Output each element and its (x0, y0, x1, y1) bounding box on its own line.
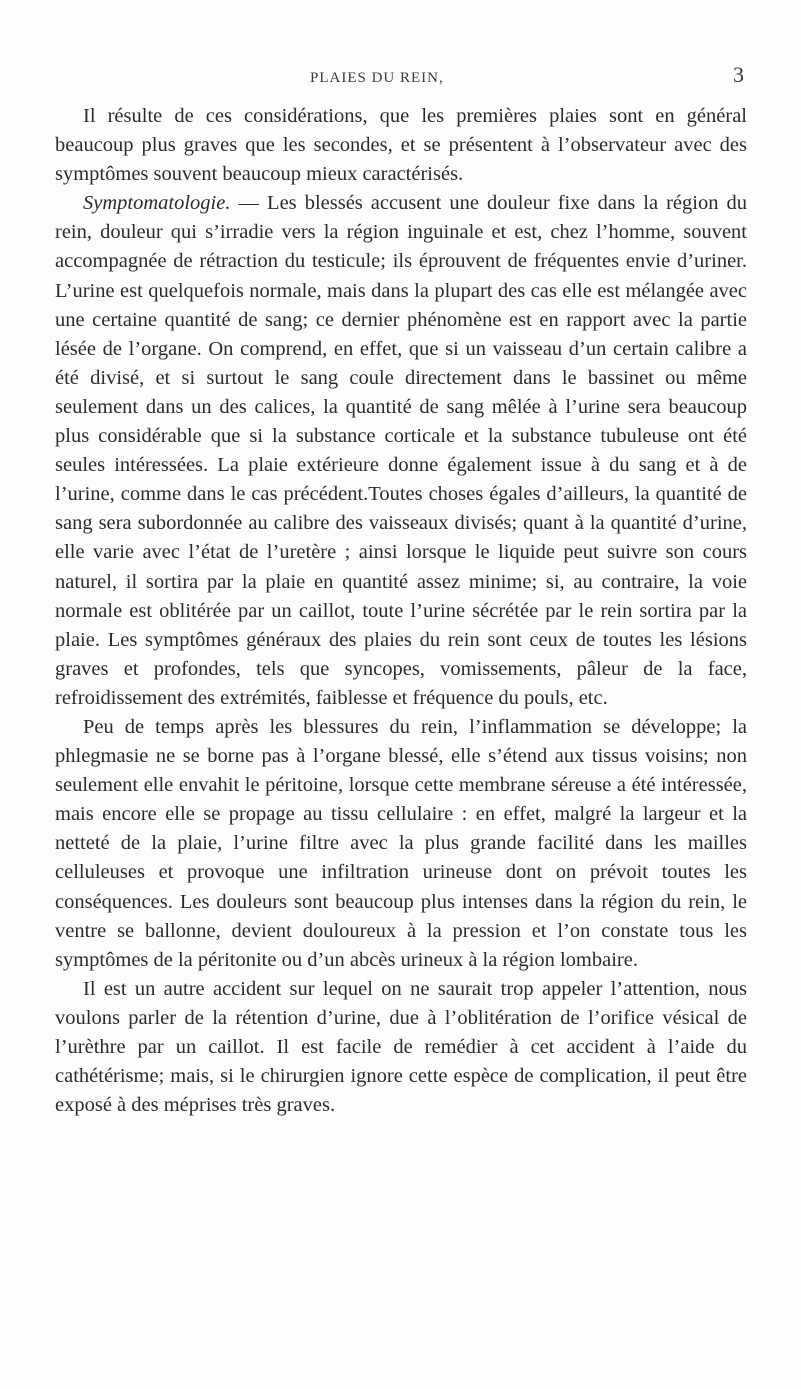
paragraph-1-text: Il résulte de ces considérations, que les premières plaies sont en général beaucoup plus graves que les secondes, et se présentent à l’observateur avec des symptômes souvent beaucoup mieux caractérisés. (55, 105, 747, 186)
paragraph-2-text: — Les blessés accusent une douleur fixe dans la région du rein, douleur qui s’irradie vers la région inguinale et est, chez l’homme, souvent accompagnée de rétraction du testicule; ils éprouvent de fréquentes envie d’uriner. L’urine est quelquefois normale, mais dans la plupart des cas elle est mélangée avec une certaine quantité de sang; ce dernier phénomène est en rapport avec la partie lésée de l’organe. On comprend, en effet, que si un vaisseau d’un certain calibre a été divisé, et si surtout le sang coule directement dans le bassinet ou même seulement dans un des calices, la quantité de sang mêlée à l’urine sera beaucoup plus considérable que si la substance corticale et la substance tubuleuse ont été seules intéressées. La plaie extérieure donne également issue à du sang et à de l’urine, comme dans le cas précédent.Toutes choses égales d’ailleurs, la quantité de sang sera subordonnée au calibre des vaisseaux divisés; quant à la quantité d’urine, elle varie avec l’état de l’uretère ; ainsi lorsque le liquide peut suivre son cours naturel, il sortira par la plaie en quantité assez minime; si, au contraire, la voie normale est oblitérée par un caillot, toute l’urine sécrétée par le rein sortira par la plaie. Les symptômes généraux des plaies du rein sont ceux de toutes les lésions graves et profondes, tels que syncopes, vomissements, pâleur de la face, refroidissement des extrémités, faiblesse et fréquence du pouls, etc. (55, 192, 747, 709)
paragraph-3-text: Peu de temps après les blessures du rein, l’inflammation se développe; la phlegmasie ne se borne pas à l’organe blessé, elle s’étend aux tissus voisins; non seulement elle envahit le péritoine, lorsque cette membrane séreuse a été intéressée, mais encore elle se propage au tissu cellulaire : en effet, malgré la largeur et la netteté de la plaie, l’urine filtre avec la plus grande facilité dans les mailles celluleuses et provoque une infiltration urineuse dont on prévoit toutes les conséquences. Les douleurs sont beaucoup plus intenses dans la région du rein, le ventre se ballonne, devient douloureux à la pression et l’on constate tous les symptômes de la péritonite ou d’un abcès urineux à la région lombaire. (55, 715, 747, 971)
paragraph-4-text: Il est un autre accident sur lequel on ne saurait trop appeler l’attention, nous voulons parler de la rétention d’urine, due à l’oblitération de l’orifice vésical de l’urèthre par un caillot. Il est facile de remédier à cet accident à l’aide du cathétérisme; mais, si le chirurgien ignore cette espèce de complication, il peut être exposé à des méprises très graves. (55, 977, 747, 1117)
page-number: 3 (733, 62, 744, 87)
running-title: PLAIES DU REIN, (310, 70, 444, 86)
paragraph-1 (55, 102, 747, 189)
body-text (55, 102, 747, 1120)
paragraph-3 (55, 713, 747, 975)
paragraph-2 (55, 189, 747, 713)
paragraph-4 (55, 975, 747, 1120)
section-heading-symptomatologie: Symptomatologie. (83, 192, 231, 215)
